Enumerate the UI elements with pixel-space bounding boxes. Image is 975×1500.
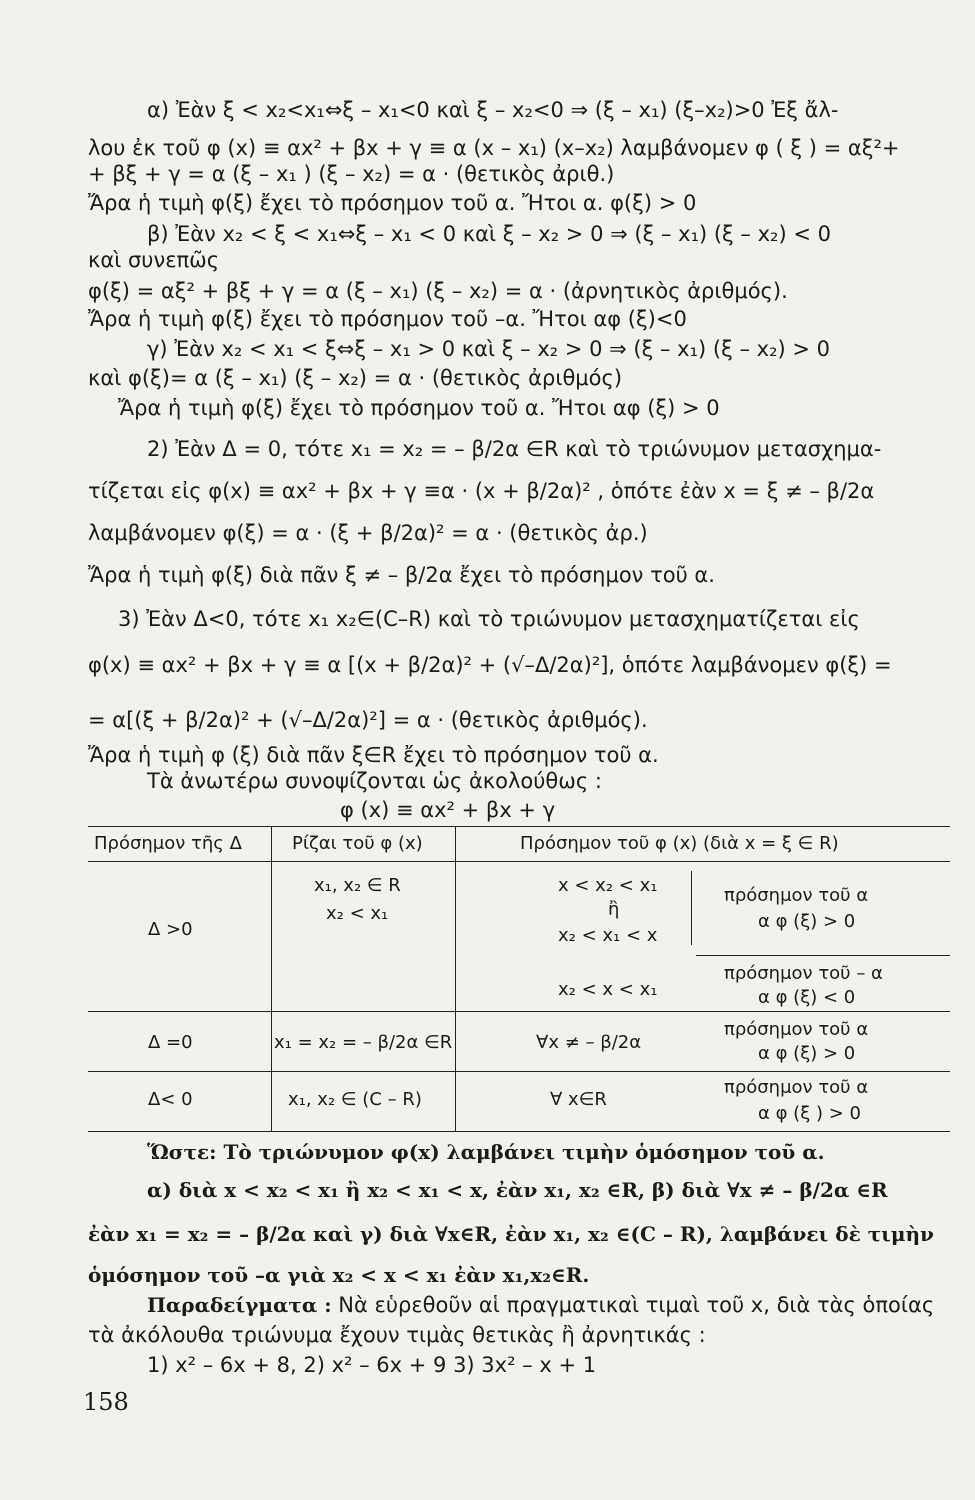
examples-line-1 — [147, 1292, 934, 1318]
row1-cond-c: x₂ < x < x₁ — [558, 979, 658, 1000]
examples-line-2: τὰ ἀκόλουθα τριώνυμα ἔχουν τιμὰς θετικὰς ἢ ἀρνητικάς : — [88, 1323, 706, 1347]
row1-sign-a1: πρόσημον τοῦ α — [724, 885, 869, 906]
row2-roots: x₁ = x₂ = – β/2α ∈R — [274, 1032, 453, 1053]
row1-sign-b1: πρόσημον τοῦ – α — [724, 963, 883, 984]
text-line-13: τίζεται εἰς φ(x) ≡ αx² + βx + γ ≡α · (x + β/2α)² , ὁπότε ἐὰν x = ξ ≠ – β/2α — [88, 479, 875, 503]
table-divider — [271, 827, 272, 1131]
text-line-2: λου ἐκ τοῦ φ (x) ≡ αx² + βx + γ ≡ α (x – x₁) (x–x₂) λαμβάνομεν φ ( ξ ) = αξ²+ — [88, 136, 900, 160]
text-line-4: Ἄρα ἡ τιμὴ φ(ξ) ἔχει τὸ πρόσημον τοῦ α. Ἤτοι α. φ(ξ) > 0 — [88, 191, 697, 215]
summary-line-1: Ὥστε: Τὸ τριώνυμον φ(x) λαμβάνει τιμὴν ὁμόσημον τοῦ α. — [147, 1140, 825, 1164]
summary-table — [88, 826, 950, 1132]
text-line-10: καὶ φ(ξ)= α (ξ – x₁) (ξ – x₂) = α · (θετικὸς ἀριθμός) — [88, 366, 623, 390]
text-line-1: α) Ἐὰν ξ < x₂<x₁⇔ξ – x₁<0 καὶ ξ – x₂<0 ⇒ (ξ – x₁) (ξ–x₂)>0 Ἐξ ἄλ- — [147, 98, 839, 122]
examples-heading: Παραδείγματα : — [147, 1293, 332, 1317]
text-line-19: Ἄρα ἡ τιμὴ φ (ξ) διὰ πᾶν ξ∈R ἔχει τὸ πρόσημον τοῦ α. — [88, 743, 659, 767]
text-line-21: φ (x) ≡ αx² + βx + γ — [340, 798, 556, 822]
row3-roots: x₁, x₂ ∈ (C – R) — [288, 1089, 422, 1110]
bracket — [691, 871, 692, 945]
row2-cond: ∀x ≠ – β/2α — [536, 1032, 642, 1053]
row2-sign2: α φ (ξ) > 0 — [758, 1043, 856, 1064]
row1-delta: Δ >0 — [148, 919, 193, 940]
header-delta-sign: Πρόσημον τῆς Δ — [94, 833, 242, 854]
row1-cond-a: x < x₂ < x₁ — [558, 875, 658, 896]
row1-sign-b2: α φ (ξ) < 0 — [758, 987, 856, 1008]
summary-line-3: ἐὰν x₁ = x₂ = – β/2α καὶ γ) διὰ ∀x∈R, ἐὰν x₁, x₂ ∈(C – R), λαμβάνει δὲ τιμὴν — [88, 1222, 934, 1246]
row2-delta: Δ =0 — [148, 1032, 193, 1053]
table-header-rule — [88, 861, 950, 862]
examples-text: Νὰ εὑρεθοῦν αἱ πραγματικαὶ τιμαὶ τοῦ x, διὰ τὰς ὁποίας — [331, 1293, 935, 1317]
row1-cond-b: x₂ < x₁ < x — [558, 925, 658, 946]
page-number: 158 — [83, 1388, 129, 1416]
row3-sign1: πρόσημον τοῦ α — [724, 1077, 869, 1098]
text-line-7: φ(ξ) = αξ² + βξ + γ = α (ξ – x₁) (ξ – x₂) = α · (ἀρνητικὸς ἀριθμός). — [88, 279, 788, 303]
text-line-6: καὶ συνεπῶς — [88, 248, 220, 272]
text-line-20: Τὰ ἀνωτέρω συνοψίζονται ὡς ἀκολούθως : — [147, 769, 602, 793]
text-line-15: Ἄρα ἡ τιμὴ φ(ξ) διὰ πᾶν ξ ≠ – β/2α ἔχει τὸ πρόσημον τοῦ α. — [88, 563, 715, 587]
text-line-5: β) Ἐὰν x₂ < ξ < x₁⇔ξ – x₁ < 0 καὶ ξ – x₂ > 0 ⇒ (ξ – x₁) (ξ – x₂) < 0 — [147, 222, 831, 246]
table-subrow-rule — [696, 955, 950, 956]
summary-line-4: ὁμόσημον τοῦ –α γιὰ x₂ < x < x₁ ἐὰν x₁,x₂∈R. — [88, 1263, 590, 1287]
row1-cond-or: ἢ — [608, 899, 620, 920]
examples-line-3: 1) x² – 6x + 8, 2) x² – 6x + 9 3) 3x² – x + 1 — [147, 1353, 597, 1377]
text-line-18: = α[(ξ + β/2α)² + (√–Δ/2α)²] = α · (θετικὸς ἀριθμός). — [88, 708, 648, 732]
text-line-8: Ἄρα ἡ τιμὴ φ(ξ) ἔχει τὸ πρόσημον τοῦ –α. Ἤτοι αφ (ξ)<0 — [88, 307, 687, 331]
row3-cond: ∀ x∈R — [550, 1089, 607, 1110]
table-divider — [455, 827, 456, 1131]
text-line-17: φ(x) ≡ αx² + βx + γ ≡ α [(x + β/2α)² + (√–Δ/2α)²], ὁπότε λαμβάνομεν φ(ξ) = — [88, 653, 892, 677]
row3-delta: Δ< 0 — [148, 1089, 193, 1110]
row3-sign2: α φ (ξ ) > 0 — [758, 1103, 861, 1124]
row2-sign1: πρόσημον τοῦ α — [724, 1019, 869, 1040]
table-row-rule — [88, 1011, 950, 1012]
header-phi-sign: Πρόσημον τοῦ φ (x) (διὰ x = ξ ∈ R) — [520, 833, 839, 854]
row1-sign-a2: α φ (ξ) > 0 — [758, 911, 856, 932]
row1-roots-a: x₁, x₂ ∈ R — [314, 875, 401, 896]
summary-line-2: α) διὰ x < x₂ < x₁ ἢ x₂ < x₁ < x, ἐὰν x₁, x₂ ∈R, β) διὰ ∀x ≠ – β/2α ∈R — [147, 1178, 888, 1202]
header-roots: Ρίζαι τοῦ φ (x) — [292, 833, 423, 854]
text-line-12: 2) Ἐὰν Δ = 0, τότε x₁ = x₂ = – β/2α ∈R καὶ τὸ τριώνυμον μετασχημα- — [147, 437, 882, 461]
text-line-11: Ἄρα ἡ τιμὴ φ(ξ) ἔχει τὸ πρόσημον τοῦ α. Ἤτοι αφ (ξ) > 0 — [118, 396, 720, 420]
text-line-14: λαμβάνομεν φ(ξ) = α · (ξ + β/2α)² = α · (θετικὸς ἀρ.) — [88, 521, 648, 545]
text-line-9: γ) Ἐὰν x₂ < x₁ < ξ⇔ξ – x₁ > 0 καὶ ξ – x₂ > 0 ⇒ (ξ – x₁) (ξ – x₂) > 0 — [147, 337, 830, 361]
table-row-rule — [88, 1071, 950, 1072]
text-line-3: + βξ + γ = α (ξ – x₁ ) (ξ – x₂) = α · (θετικὸς ἀριθ.) — [88, 162, 615, 186]
row1-roots-b: x₂ < x₁ — [326, 903, 389, 924]
text-line-16: 3) Ἐὰν Δ<0, τότε x₁ x₂∈(C–R) καὶ τὸ τριώνυμον μετασχηματίζεται εἰς — [118, 607, 860, 631]
